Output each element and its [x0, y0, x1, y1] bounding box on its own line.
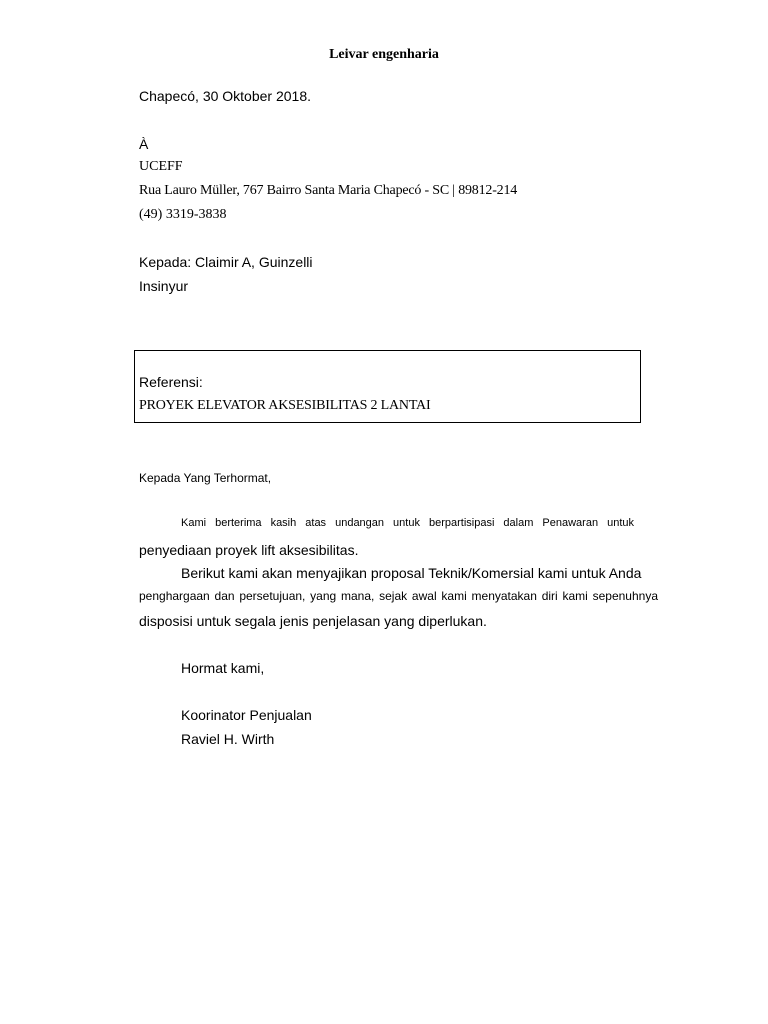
recipient-phone: (49) 3319-3838 — [139, 207, 227, 222]
date-line: Chapecó, 30 Oktober 2018. — [139, 88, 312, 104]
paragraph-1-line-2: penyediaan proyek lift aksesibilitas. — [139, 542, 359, 558]
recipient-marker: À — [139, 136, 149, 152]
recipient-name: UCEFF — [139, 159, 183, 174]
paragraph-2-line-3: disposisi untuk segala jenis penjelasan yang diperlukan. — [139, 613, 487, 629]
paragraph-2-line-2: penghargaan dan persetujuan, yang mana, sejak awal kami menyatakan diri kami sepenuhnya — [139, 589, 658, 603]
attention-title: Insinyur — [139, 278, 189, 294]
salutation: Kepada Yang Terhormat, — [139, 471, 272, 485]
paragraph-2-line-1: Berikut kami akan menyajikan proposal Teknik/Komersial kami untuk Anda — [181, 565, 642, 581]
reference-label: Referensi: — [139, 374, 203, 390]
reference-subject: PROYEK ELEVATOR AKSESIBILITAS 2 LANTAI — [139, 398, 431, 413]
recipient-address: Rua Lauro Müller, 767 Bairro Santa Maria Chapecó - SC | 89812-214 — [139, 183, 518, 198]
company-header: Leivar engenharia — [329, 47, 439, 62]
closing-regards: Hormat kami, — [181, 660, 265, 676]
signatory-name: Raviel H. Wirth — [181, 731, 275, 747]
attention-line: Kepada: Claimir A, Guinzelli — [139, 254, 313, 270]
signatory-role: Koorinator Penjualan — [181, 707, 312, 723]
paragraph-1-line-1: Kami berterima kasih atas undangan untuk berpartisipasi dalam Penawaran untuk — [181, 517, 634, 529]
